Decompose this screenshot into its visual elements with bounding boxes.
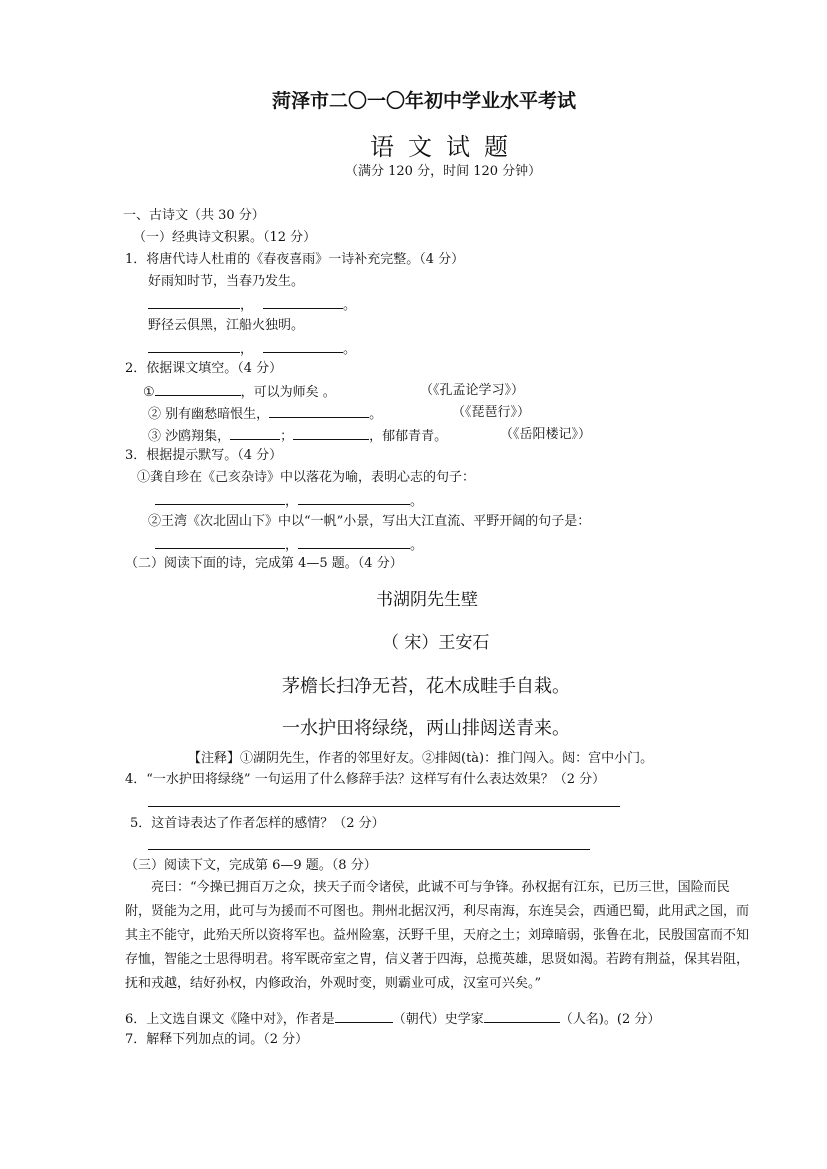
q3-item-a: ①龚自珍在《己亥杂诗》中以落花为喻，表明心志的句子：: [137, 470, 476, 485]
q2-a-pre: ①: [143, 385, 155, 400]
q5-prompt: 5．这首诗表达了作者怎样的感情？（2 分）: [130, 816, 385, 831]
q2-item-b: [148, 405, 382, 423]
q2-item-a: [143, 383, 336, 401]
punct-comma: ，: [240, 298, 254, 313]
punct-comma: ，: [285, 538, 299, 553]
poem-note: 【注释】①湖阴先生，作者的邻里好友。②排闼(tà)：推门闯入。闼：宫中小门。: [188, 751, 654, 766]
q3-blank-row-b: [155, 536, 423, 554]
passage-text: 亮曰：“今操已拥百万之众，挟天子而令诸侯，此诚不可与争锋。孙权据有江东，已历三世，国险而民附，贤能为之用，此可与为援而不可图也。荆州北据汉沔，利尽南海，东连吴会，西通巴蜀，此用武之国，而其主不能守，此殆天所以资将军也。益州险塞，沃野千里，天府之土；刘璋暗弱，张鲁在北，民殷国富而不知存恤，智能之士思得明君。将军既帝室之胄，信义著于四海，总揽英雄，思贤如渴。若跨有荆益，保其岩阻，抚和戎越，结好孙权，内修政治，外观时变，则霸业可成，汉室可兴矣。”: [125, 880, 750, 991]
q1-prompt: 1．将唐代诗人杜甫的《春夜喜雨》一诗补充完整。（4 分）: [125, 252, 465, 267]
q2-c-post: ，郁郁青青。: [369, 429, 448, 444]
q7-prompt: 7．解释下列加点的词。（2 分）: [125, 1032, 309, 1047]
q3-prompt: 3．根据提示默写。（4 分）: [125, 448, 283, 463]
q3-blank-row-a: [155, 492, 423, 510]
answer-blank[interactable]: [148, 340, 240, 353]
q2-b-source: （《琵琶行》）: [452, 405, 531, 420]
exam-title: 菏泽市二〇一〇年初中学业水平考试: [272, 90, 577, 112]
punct-comma: ，: [240, 342, 254, 357]
part2-heading: （二）阅读下面的诗，完成第 4—5 题。（4 分）: [125, 556, 403, 571]
q2-b-post: 。: [369, 407, 383, 422]
answer-blank[interactable]: [293, 427, 369, 440]
part3-heading: （三）阅读下文，完成第 6—9 题。（8 分）: [125, 858, 377, 873]
answer-blank[interactable]: [155, 383, 241, 396]
answer-blank[interactable]: [155, 492, 285, 505]
answer-blank[interactable]: [335, 1010, 393, 1023]
answer-blank[interactable]: [155, 536, 285, 549]
q2-item-c: [148, 427, 447, 445]
answer-blank[interactable]: [298, 536, 410, 549]
exam-info: （满分 120 分，时间 120 分钟）: [345, 164, 542, 179]
punct-period: 。: [410, 538, 424, 553]
answer-blank[interactable]: [263, 340, 343, 353]
q2-a-post: ，可以为师矣 。: [240, 385, 336, 400]
poem-title: 书湖阴先生壁: [376, 590, 478, 610]
punct-period: 。: [410, 494, 424, 509]
punct-semicolon: ；: [280, 429, 294, 444]
q2-b-pre: ② 别有幽愁暗恨生，: [148, 407, 270, 422]
q4-answer-line[interactable]: [148, 806, 620, 807]
q2-prompt: 2．依据课文填空。（4 分）: [125, 361, 283, 376]
q1-blank-row2: [148, 340, 356, 358]
q6-text-b: （朝代）史学家: [392, 1012, 484, 1027]
q3-item-b: ②王湾《次北固山下》中以“一帆”小景，写出大江直流、平野开阔的句子是：: [148, 514, 591, 529]
punct-period: 。: [343, 298, 357, 313]
q1-line1: 好雨知时节，当春乃发生。: [148, 274, 305, 289]
q1-blank-row1: [148, 296, 356, 314]
q5-answer-line[interactable]: [148, 849, 590, 850]
poem-author: （ 宋）王安石: [382, 633, 490, 653]
q6-text-a: 6．上文选自课文《隆中对》，作者是: [125, 1012, 335, 1027]
punct-period: 。: [343, 342, 357, 357]
answer-blank[interactable]: [148, 296, 240, 309]
poem-line-2: 一水护田将绿绕，两山排闼送青来。: [282, 718, 570, 739]
q1-line2: 野径云俱黑，江船火独明。: [148, 318, 305, 333]
answer-blank[interactable]: [269, 405, 369, 418]
q2-a-source: （《孔孟论学习》）: [420, 383, 525, 398]
answer-blank[interactable]: [484, 1010, 560, 1023]
punct-comma: ，: [285, 494, 299, 509]
q6-text-c: （人名)。(2 分）: [559, 1012, 661, 1027]
subject-title: 语文试题: [370, 133, 522, 161]
part1-heading: （一）经典诗文积累。（12 分）: [133, 230, 317, 245]
poem-line-1: 茅檐长扫净无苔，花木成畦手自栽。: [282, 676, 570, 697]
q2-c-source: （《岳阳楼记》）: [500, 427, 592, 442]
section-heading: 一、古诗文（共 30 分）: [123, 208, 265, 223]
q4-prompt: 4．“一水护田将绿绕” 一句运用了什么修辞手法？这样写有什么表达效果？（2 分）: [125, 772, 606, 787]
answer-blank[interactable]: [230, 427, 280, 440]
q2-c-pre: ③ 沙鸥翔集，: [148, 429, 231, 444]
q6-prompt: [125, 1010, 660, 1028]
answer-blank[interactable]: [263, 296, 343, 309]
answer-blank[interactable]: [298, 492, 410, 505]
